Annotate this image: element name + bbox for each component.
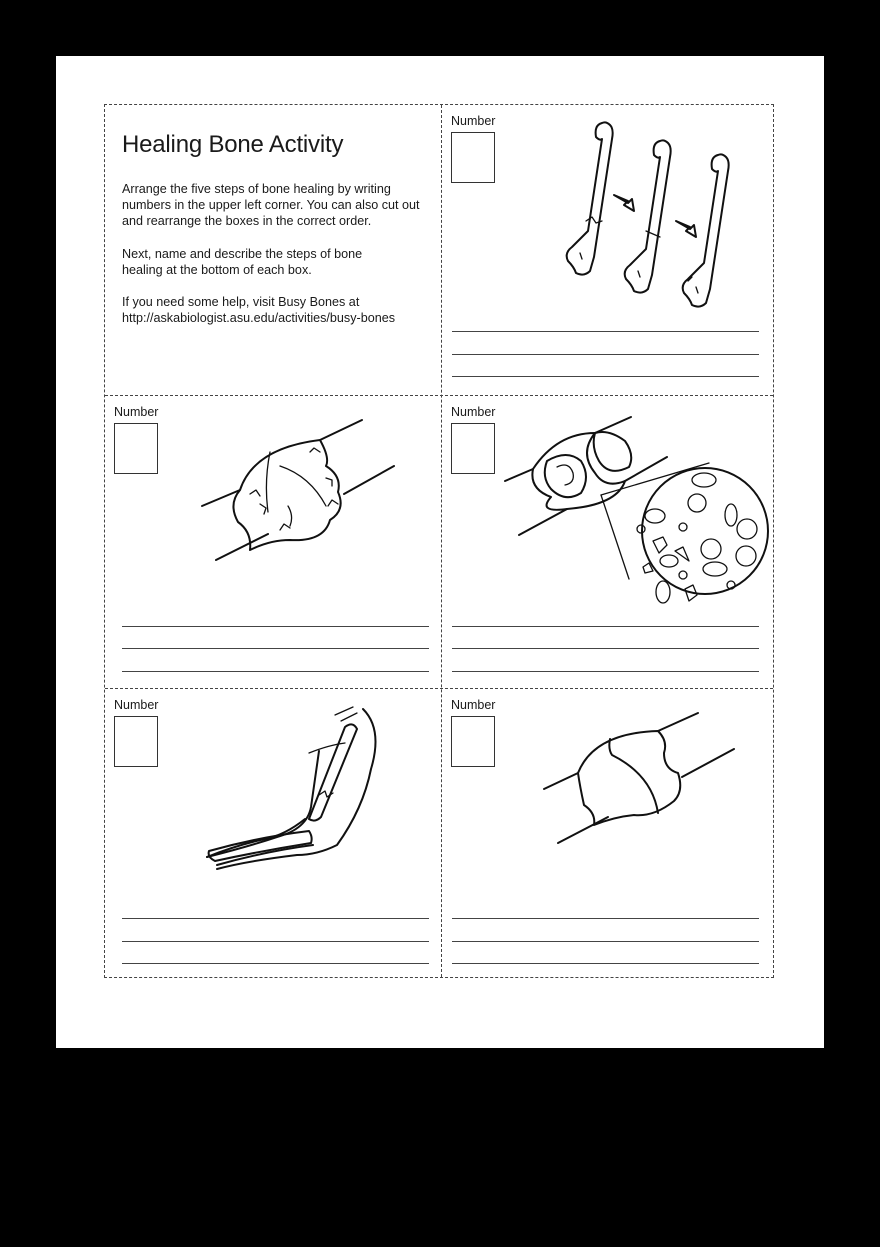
- number-input-box[interactable]: [114, 716, 158, 767]
- hematoma-cells-icon: [497, 411, 772, 621]
- answer-line-2[interactable]: [122, 648, 429, 649]
- number-input-box[interactable]: [451, 716, 495, 767]
- answer-line-2[interactable]: [452, 354, 759, 355]
- answer-line-2[interactable]: [122, 941, 429, 942]
- number-label: Number: [114, 698, 159, 712]
- cutout-grid: [104, 104, 774, 978]
- number-label: Number: [114, 405, 159, 419]
- step-card-4: [105, 689, 441, 979]
- answer-line-3[interactable]: [122, 963, 429, 964]
- number-input-box[interactable]: [451, 423, 495, 474]
- soft-callus-icon: [542, 709, 742, 859]
- intro-panel: [105, 105, 441, 395]
- answer-line-3[interactable]: [452, 963, 759, 964]
- bone-remodeling-sequence-icon: [542, 113, 742, 313]
- number-input-box[interactable]: [451, 132, 495, 183]
- answer-line-1[interactable]: [122, 918, 429, 919]
- worksheet-page: [56, 56, 824, 1048]
- answer-line-1[interactable]: [452, 626, 759, 627]
- help-link-paragraph: If you need some help, visit Busy Bones at http://askabiologist.asu.edu/activities/busy-bones: [122, 295, 396, 325]
- step-card-1: [442, 105, 775, 395]
- answer-line-3[interactable]: [452, 376, 759, 377]
- number-label: Number: [451, 698, 496, 712]
- step-card-5: [442, 689, 775, 979]
- instructions-paragraph-2: Next, name and describe the steps of bone healing at the bottom of each box.: [122, 247, 363, 277]
- instructions-paragraph-1: Arrange the five steps of bone healing by writing numbers in the upper left corner. You can also cut out and rearrange the boxes in the correct order.: [122, 182, 420, 228]
- number-label: Number: [451, 405, 496, 419]
- answer-line-2[interactable]: [452, 941, 759, 942]
- step-card-2: [105, 396, 441, 688]
- answer-line-3[interactable]: [452, 671, 759, 672]
- page-title: Healing Bone Activity: [122, 131, 344, 158]
- answer-line-3[interactable]: [122, 671, 429, 672]
- number-input-box[interactable]: [114, 423, 158, 474]
- answer-line-1[interactable]: [452, 331, 759, 332]
- broken-arm-icon: [205, 703, 395, 873]
- answer-line-1[interactable]: [452, 918, 759, 919]
- answer-line-1[interactable]: [122, 626, 429, 627]
- answer-line-2[interactable]: [452, 648, 759, 649]
- step-card-3: [442, 396, 775, 688]
- bony-callus-icon: [200, 416, 400, 566]
- number-label: Number: [451, 114, 496, 128]
